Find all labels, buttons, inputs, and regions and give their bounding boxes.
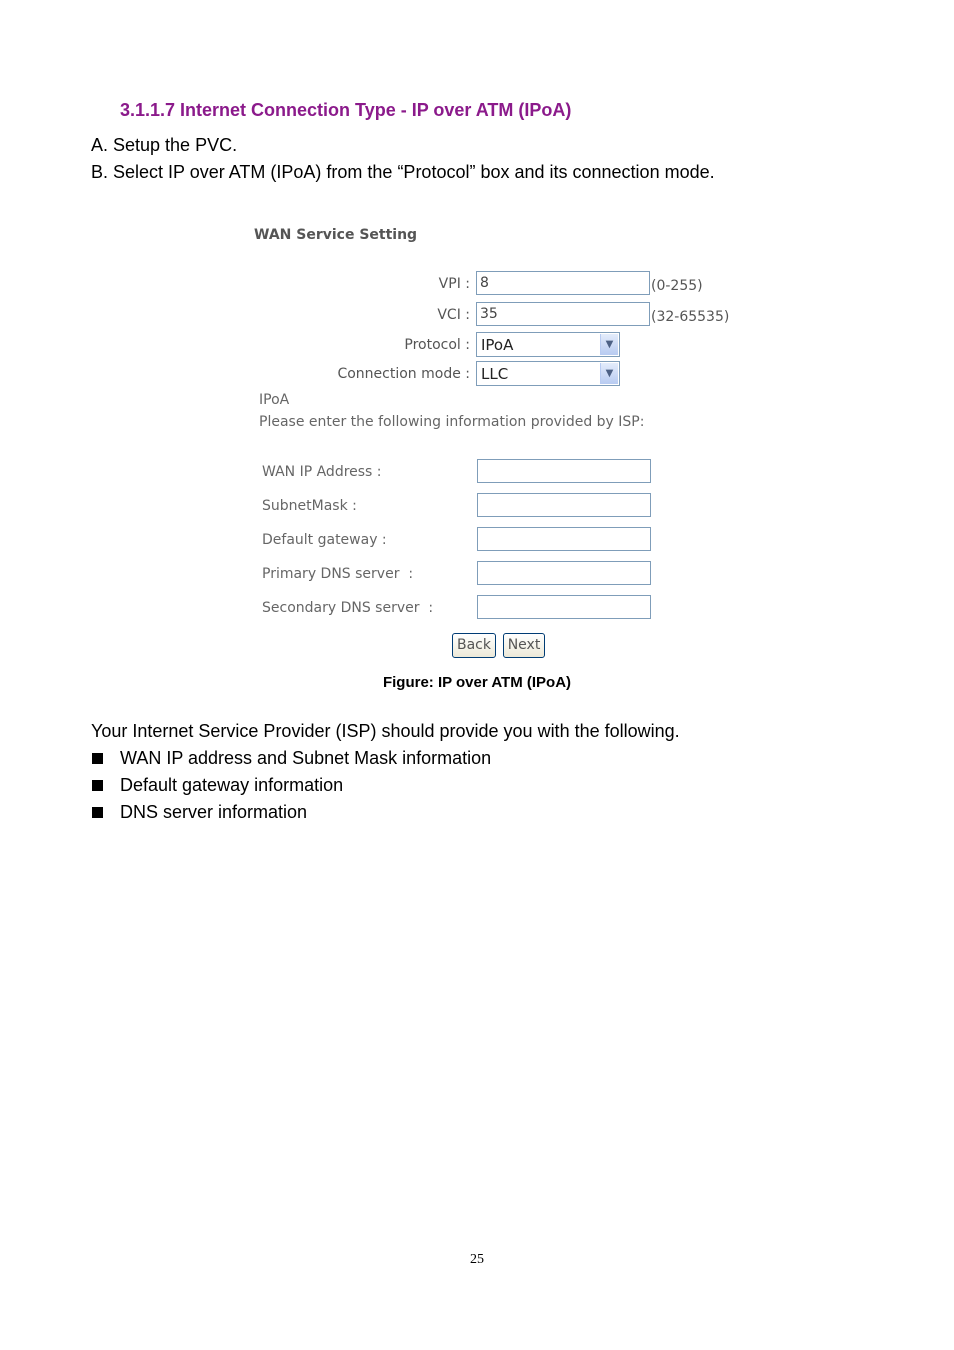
default-gateway-input[interactable]	[477, 527, 651, 551]
protocol-label: Protocol :	[404, 337, 470, 353]
connection-mode-select[interactable]	[476, 361, 620, 386]
section-heading: 3.1.1.7 Internet Connection Type - IP over ATM (IPoA)	[120, 100, 572, 120]
wan-service-title: WAN Service Setting	[254, 227, 418, 243]
subnet-mask-input[interactable]	[477, 493, 651, 517]
primary-dns-label: Primary DNS server :	[262, 566, 414, 582]
vci-range-hint: (32-65535)	[651, 309, 730, 325]
back-button[interactable]: Back	[452, 633, 496, 658]
page-number: 25	[470, 1252, 484, 1267]
step-b: B. Select IP over ATM (IPoA) from the “Protocol” box and its connection mode.	[91, 162, 715, 182]
next-button[interactable]: Next	[503, 633, 545, 658]
protocol-select[interactable]	[476, 332, 620, 357]
chevron-down-icon[interactable]: ▼	[600, 363, 618, 384]
default-gateway-label: Default gateway :	[262, 532, 387, 548]
chevron-down-icon[interactable]: ▼	[600, 334, 618, 355]
vci-input[interactable]: 35	[476, 302, 650, 326]
protocol-selected-value: IPoA	[481, 336, 514, 354]
figure-caption: Figure: IP over ATM (IPoA)	[382, 674, 572, 691]
primary-dns-input[interactable]	[477, 561, 651, 585]
bullet-square-icon	[92, 807, 103, 818]
isp-intro: Your Internet Service Provider (ISP) should provide you with the following.	[91, 721, 680, 741]
vpi-range-hint: (0-255)	[651, 278, 703, 294]
secondary-dns-input[interactable]	[477, 595, 651, 619]
vci-label: VCI :	[437, 307, 470, 323]
vpi-label: VPI :	[438, 276, 470, 292]
bullet-square-icon	[92, 753, 103, 764]
ipoa-section-label: IPoA	[259, 392, 290, 408]
connection-mode-label: Connection mode :	[337, 366, 470, 382]
isp-instruction: Please enter the following information provided by ISP:	[259, 414, 645, 430]
list-item-text: WAN IP address and Subnet Mask information	[120, 748, 492, 768]
step-a: A. Setup the PVC.	[91, 135, 238, 155]
list-item-text: Default gateway information	[120, 775, 344, 795]
wan-ip-address-input[interactable]	[477, 459, 651, 483]
wan-service-screenshot	[250, 220, 750, 665]
wan-ip-address-label: WAN IP Address :	[262, 464, 382, 480]
list-item-text: DNS server information	[120, 802, 308, 822]
connection-mode-selected-value: LLC	[481, 365, 509, 383]
subnet-mask-label: SubnetMask :	[262, 498, 357, 514]
secondary-dns-label: Secondary DNS server :	[262, 600, 434, 616]
bullet-square-icon	[92, 780, 103, 791]
vpi-input[interactable]: 8	[476, 271, 650, 295]
